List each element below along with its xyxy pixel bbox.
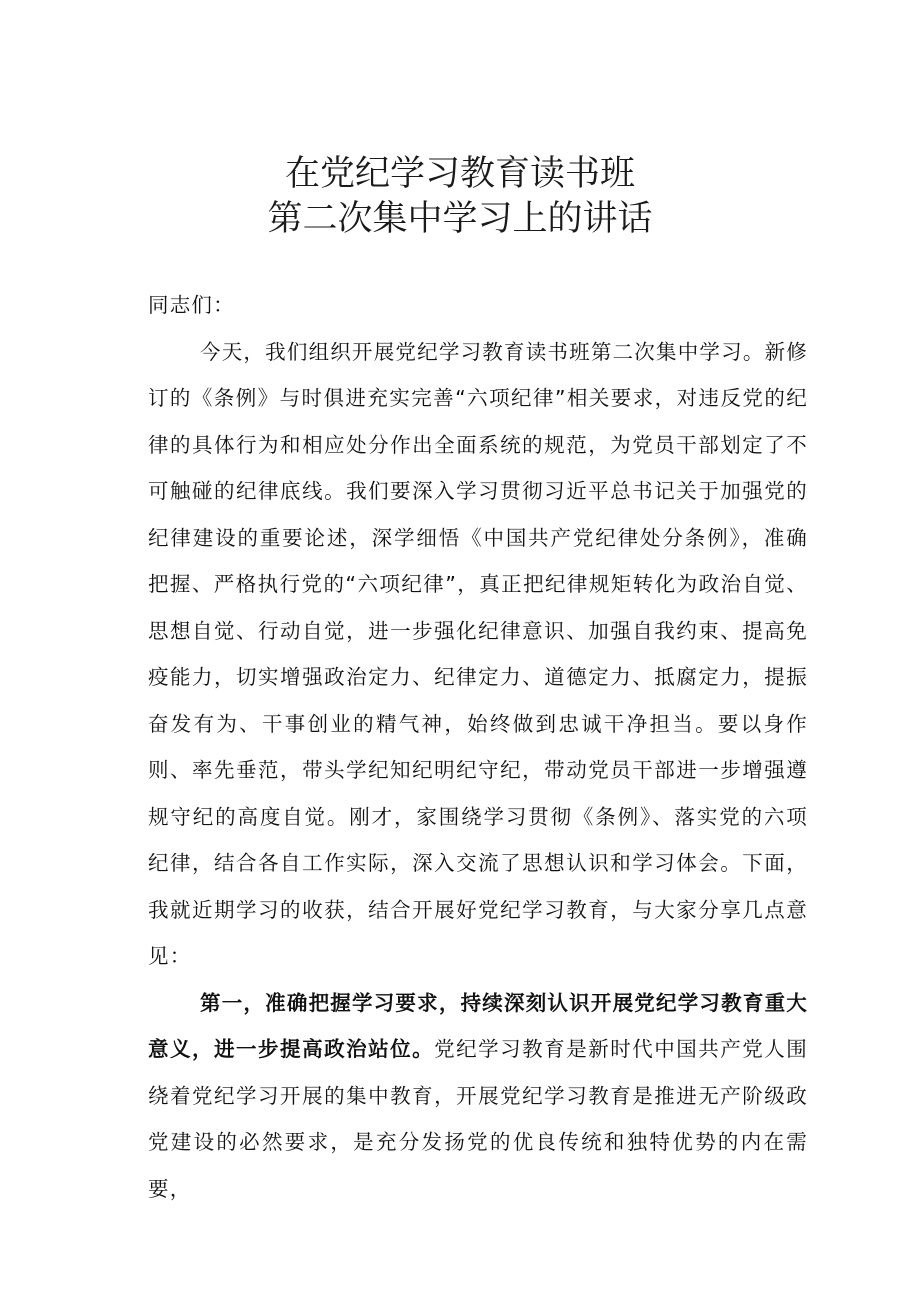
paragraph-2-heading: 第一，准确把握学习要求，持续深刻认识开展党纪学习教育重大意义，进一步提高政治站位。 — [148, 990, 808, 1061]
paragraph-2 — [148, 980, 808, 1213]
title-line-2: 第二次集中学习上的讲话 — [267, 199, 653, 239]
document-body — [148, 282, 808, 1212]
paragraph-1: 今天，我们组织开展党纪学习教育读书班第二次集中学习。新修订的《条例》与时俱进充实完善“六项纪律”相关要求，对违反党的纪律的具体行为和相应处分作出全面系统的规范，为党员干部划定了不可触碰的纪律底线。我们要深入学习贯彻习近平总书记关于加强党的纪律建设的重要论述，深学细悟《中国共产党纪律处分条例》，准确把握、严格执行党的“六项纪律”，真正把纪律规矩转化为政治自觉、思想自觉、行动自觉，进一步强化纪律意识、加强自我约束、提高免疫能力，切实增强政治定力、纪律定力、道德定力、抵腐定力，提振奋发有为、干事创业的精气神，始终做到忠诚干净担当。要以身作则、率先垂范，带头学纪知纪明纪守纪，带动党员干部进一步增强遵规守纪的高度自觉。刚才，家围绕学习贯彻《条例》、落实党的六项纪律，结合各自工作实际，深入交流了思想认识和学习体会。下面，我就近期学习的收获，结合开展好党纪学习教育，与大家分享几点意见： — [148, 339, 808, 968]
salutation: 同志们： — [148, 293, 235, 317]
paragraph-2-text: 党纪学习教育是新时代中国共产党人围绕着党纪学习开展的集中教育，开展党纪学习教育是推进无产阶级政党建设的必然要求，是充分发扬党的优良传统和独特优势的内在需要， — [148, 1037, 808, 1201]
document-title — [0, 152, 920, 242]
title-line-1: 在党纪学习教育读书班 — [284, 154, 635, 194]
